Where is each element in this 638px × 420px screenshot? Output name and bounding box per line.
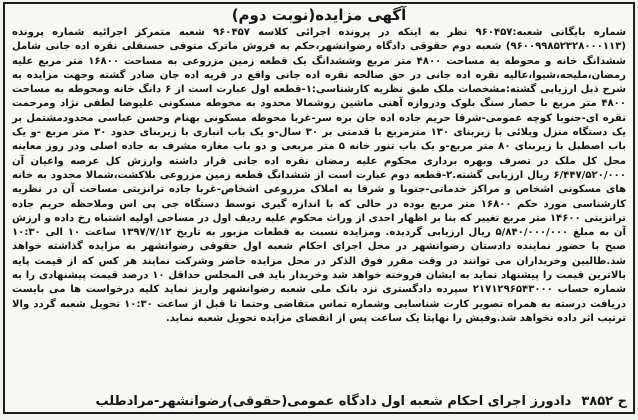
- notice-title: آگهی مزایده(نوبت دوم): [231, 6, 407, 24]
- notice-code: ح ۳۸۵۲: [581, 394, 627, 409]
- auction-notice: [3, 2, 635, 414]
- notice-footer: [11, 393, 627, 410]
- notice-paragraph: شماره بایگانی شعبه:۹۶۰۴۵۷ نظر به اینکه در پرونده اجرائی کلاسه ۹۶۰۴۵۷ شعبه متمرکز اجرائیه شماره پرونده (۹۶۰۰۹۹۸۵۲۳۲۸۰۰۰۱۱۳) شعبه دوم حقوقی دادگاه رضوانشهر،حکم به فروش ماترک متوفی حسنقلی نقره اده جانی شامل ششدانگ خانه و محوطه به مساحت ۴۸۰۰ متر مربع وششدانگ یک قطعه زمین مزروعی به مساحت ۱۶۸۰۰ متر مربع علیه رمضان،ملیحه،شیوا،عالیه نقره اده جانی در حق صالحه نقره اده جانی واقع در قریه اده جان صادر گشته وجهت مزایده به شرح ذیل ارزیابی گشته:مشخصات ملک طبق نظریه کارشناسی:۱-قطعه اول عبارت است از ۶ دانگ خانه ومحوطه به مساحت ۴۸۰۰ متر مربع با حصار سنگ بلوک ودروازه آهنی ماشین روشمالا محدود به محوطه مسکونی علیوضا لطفی نژاد ومرحمت نقره ای-جنوبا کوچه عمومی-شرقا حریم جاده اده جان بره سر-غربا محوطه مسکونی بهنام وحسن عباسی محدودمشتمل بر یک دستگاه منزل ویلائی با زیربنای ۱۳۰ مترمربع با قدمتی بر ۳۰ سال-و یک باب انباری با زیربنای حدود ۳۰ متر مربع -و یک باب اصطبل با زیربنای ۸۰ متر مربع-و یک باب تنور خانه ۵ متر مربعی و دو باب مغازه مشرف به جاده اصلی ودر روز معاینه محل کل ملک در تصرف وبهره برداری محکوم علیه رمضان نقره اده جانی قرار داشته وارزش کل عرصه واعیان آن ۶/۴۴۷/۵۲۰/۰۰۰ ریال ارزیابی گشته.۲-قطعه دوم عبارت است از ششدانگ قطعه زمین مزروعی بلاکشت،شمالا محدود به خانه های مسکونی اشخاص و مراکز خدماتی-جنوبا و شرقا به املاک مزروعی اشخاص-غربا جاده ترانزیتی مساحت آن در نظریه کارشناسی مورد حکم ۱۶۸۰۰ متر مربع بوده در حالی که با اندازه گیری توسط دستگاه جی پی اس وملاحظه حریم جاده ترانزیتی ۱۴۶۰۰ متر مربع تغییر که بنا بر اظهار احدی از وراث محکوم علیه ردیف اول در مساحی اولیه اشتباه رخ داده و ارزش آن به مبلغ ۵/۸۴۰/۰۰۰/۰۰۰ ریال ارزیابی گردیده. ومزایده نسبت به قطعات مزبور به تاریخ ۱۳۹۷/۷/۱۲ ساعت ۱۰ الی ۱۰:۳۰ صبح با حضور نماینده دادستان رضوانشهر در محل اجرای احکام شعبه اول حقوقی رضوانشهر به مزایده گذاشته خواهد شد.طالبین وخریداران می توانند در وقت مقرر فوق الذکر در محل مزایده حاضر وشرکت نمایند هر کس که از قیمت پایه بالاترین قیمت را پیشنهاد نماید به ایشان فروخته خواهد شد وخریدار باید فی المجلس حداقل ۱۰ درصد قیمت پیشنهادی را به شماره حساب ۲۱۷۱۲۹۶۵۴۳۰۰۰ سپرده دادگستری نزد بانک ملی شعبه رضوانشهر واریز نماید کلیه درخواست ها می بایست دریافت درسته به همراه تصویر کارت شناسایی وشماره تماس متقاضی وحتما تا قبل از ساعت ۱۰:۳۰ تحویل شعبه گردد والا ترتیب اثر داده نخواهد شد.وفیش را نهایتا یک ساعت پس از انقضای مزایده تحویل شعبه نماید.: [12, 27, 627, 324]
- notice-body: [12, 26, 626, 326]
- notice-signature: دادورز اجرای احکام شعبه اول دادگاه عمومی(حقوقی)رضوانشهر-مرادطلب: [95, 394, 572, 409]
